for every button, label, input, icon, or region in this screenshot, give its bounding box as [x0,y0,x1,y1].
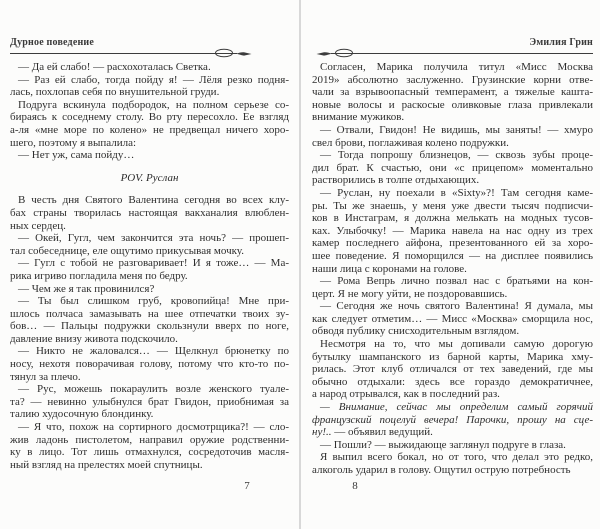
text-line: растворились в толпе отдыхающих. [312,174,480,187]
text-line: ный взгляд на прелестях моей спутницы. [10,458,203,471]
page-number: 8 [352,480,358,492]
text-line: — Никто не жаловался… — Щелкнул брюнетку по [18,345,289,358]
left-page [10,0,289,529]
text-line: обычно отдыхали: здесь все гораздо демократичнее, [312,375,593,388]
text-line: — Ты был слишком груб, кровопийца! Мне при- [18,295,289,308]
text-line: — Сегодня же ночь святого Валентина! Я думала, мы [320,300,593,313]
text-line: бах страны творилась настоящая вакханалия влюблен- [10,206,289,219]
book-spine-divider [299,0,301,529]
running-header-author: Эмилия Грин [529,37,593,48]
emphasis-text: ну!.. [312,426,332,439]
text-line: церт. Я не могу уйти, не поздоровавшись. [312,287,508,300]
text-line: наши лица с коронами на голове. [312,262,467,275]
plain-text: — объявил ведущий. [331,426,433,439]
header-rule [316,47,593,59]
text-line: та? — невинно улыбнулся брат Гвидон, приобнимая за [10,395,289,408]
text-line: рика игриво погладила меня по бедру. [10,269,188,282]
text-line: — Пошли? — выжидающе заглянул подруге в глаза. [320,438,566,451]
text-line: — Раз ей слабо, тогда пойду я! — Лёля резко подня- [18,73,289,86]
text-line: рилась. Этот клуб отличался от тех заведений, где мы [312,363,593,376]
text-line: ку в лицо. Тот лишь отмахнулся, сосредоточив масля- [10,446,289,459]
text-line: давление внизу живота подскочило. [10,332,178,345]
text-line: бираясь к соседнему столу. Во рту пересохло. Ее взгляд [10,111,289,124]
text-line: дил брат. К счастью, они «с прицепом» моментально [312,161,593,174]
text-line: ры. Ты же знаешь, у меня уже двести тысяч подписчи- [312,199,593,212]
text-line: ках. Улыбочку! — Марика навела на нас одну из трех [312,224,593,237]
text-line: Подруга вскинула подбородок, на полном серьезе со- [18,98,289,111]
text-line: — Внимание, сейчас мы определим самый горячий [320,401,593,414]
text-line: — Рус, можешь покараулить возле женского туале- [18,383,289,396]
text-line [312,426,593,439]
text-line: а народ отрывался, как в последний раз. [312,388,500,401]
text-line: французский поцелуй вечера! Парочки, прошу на сце- [312,413,593,426]
text-line: ных сердец. [10,219,66,232]
text-line: Я выпил всего бокал, но от того, что делал это редко, [320,451,593,464]
text-line: тянул за плечо. [10,370,81,383]
text-line: талию худосочную блондинку. [10,408,154,421]
text-line: лась, похлопав себя по внушительной груди. [10,86,220,99]
text-line: шее поведение. Я поморщился — на дисплее появились [312,249,593,262]
header-rule [10,47,252,59]
right-page-text [312,61,593,477]
text-line: — Чем же я так провинился? [18,282,155,295]
text-line: Несмотря на то, что мы допивали самую дорогую [320,338,593,351]
text-line: — Я что, похож на сортирного досмотрщика?! — сло- [18,421,289,434]
text-line: как следует отметим… — Мисс «Москва» сморщила нос, [312,312,593,325]
text-line: жив ладонь пистолетом, направил оружие родственни- [10,433,289,446]
text-line: чали за взрывоопасный темперамент, а тяжелые кашта- [312,86,593,99]
text-line: алкоголь ударил в голову. Ощутил острую потребность [312,464,571,476]
text-line: — Да ей слабо! — расхохоталась Светка. [18,61,211,73]
text-line: шего, поэтому я выпалила: [10,136,137,149]
text-line: бов… — Пальцы подружки скользнули вверх по ноге, [10,320,289,333]
text-line: ков в Инстаграм, я должна мелькать на модных тусов- [312,212,593,225]
running-header-title: Дурное поведение [10,37,95,48]
text-line: бутылку шампанского из барной карты, Марика хму- [312,350,593,363]
text-line: Согласен, Марика получила титул «Мисс Москва [320,61,593,73]
header-flourish-icon [212,47,252,59]
text-line: свел брови, поглаживая колено подружки. [312,136,509,149]
text-line: носу, нехотя поворачивая голову, потому что кто-то по- [10,358,289,371]
text-line: камер последнего айфона, презентованного ей за хоро- [312,237,593,250]
text-line: — Тогда попрошу близнецов, — сквозь зубы проце- [320,149,593,162]
text-line: а-ля «мне море по колено» не предвещал ничего хоро- [10,123,289,136]
text-line: внимание мужиков. [312,111,405,124]
page-number: 7 [244,480,250,492]
section-heading: POV. Руслан [120,171,179,184]
text-line: — Отвали, Гвидон! Не видишь, мы заняты! — хмуро [320,123,593,136]
header-rule-line [356,53,593,54]
text-line: 2019» абсолютно заслуженно. Грузинские корни отве- [312,73,593,86]
text-line: В честь дня Святого Валентина сегодня во всех клу- [18,194,289,207]
text-line: — Рома Вепрь лично позвал нас с братьями на кон- [320,275,593,288]
left-page-text [10,61,289,471]
text-line: новые волосы и раскосые оливковые глаза привлекали [312,98,593,111]
text-line: — Нет уж, сама пойду… [18,149,135,162]
text-line: тал собеседнице, еле ощутимо прикусывая мочку. [10,244,244,257]
text-line: шлось полчаса замазывать на шее отпечатки твоих зу- [10,307,289,320]
text-line: — Руслан, ну поехали в «Sixty»?! Там сегодня каме- [320,186,593,199]
text-line: — Гугл с тобой не разговаривает! И я тоже… — Ма- [18,257,289,270]
text-line: обводя публику снисходительным взглядом. [312,325,520,338]
header-flourish-icon [316,47,356,59]
right-page [312,0,593,529]
header-rule-line [10,53,212,54]
text-line: — Окей, Гугл, чем закончится эта ночь? — прошеп- [18,232,289,245]
